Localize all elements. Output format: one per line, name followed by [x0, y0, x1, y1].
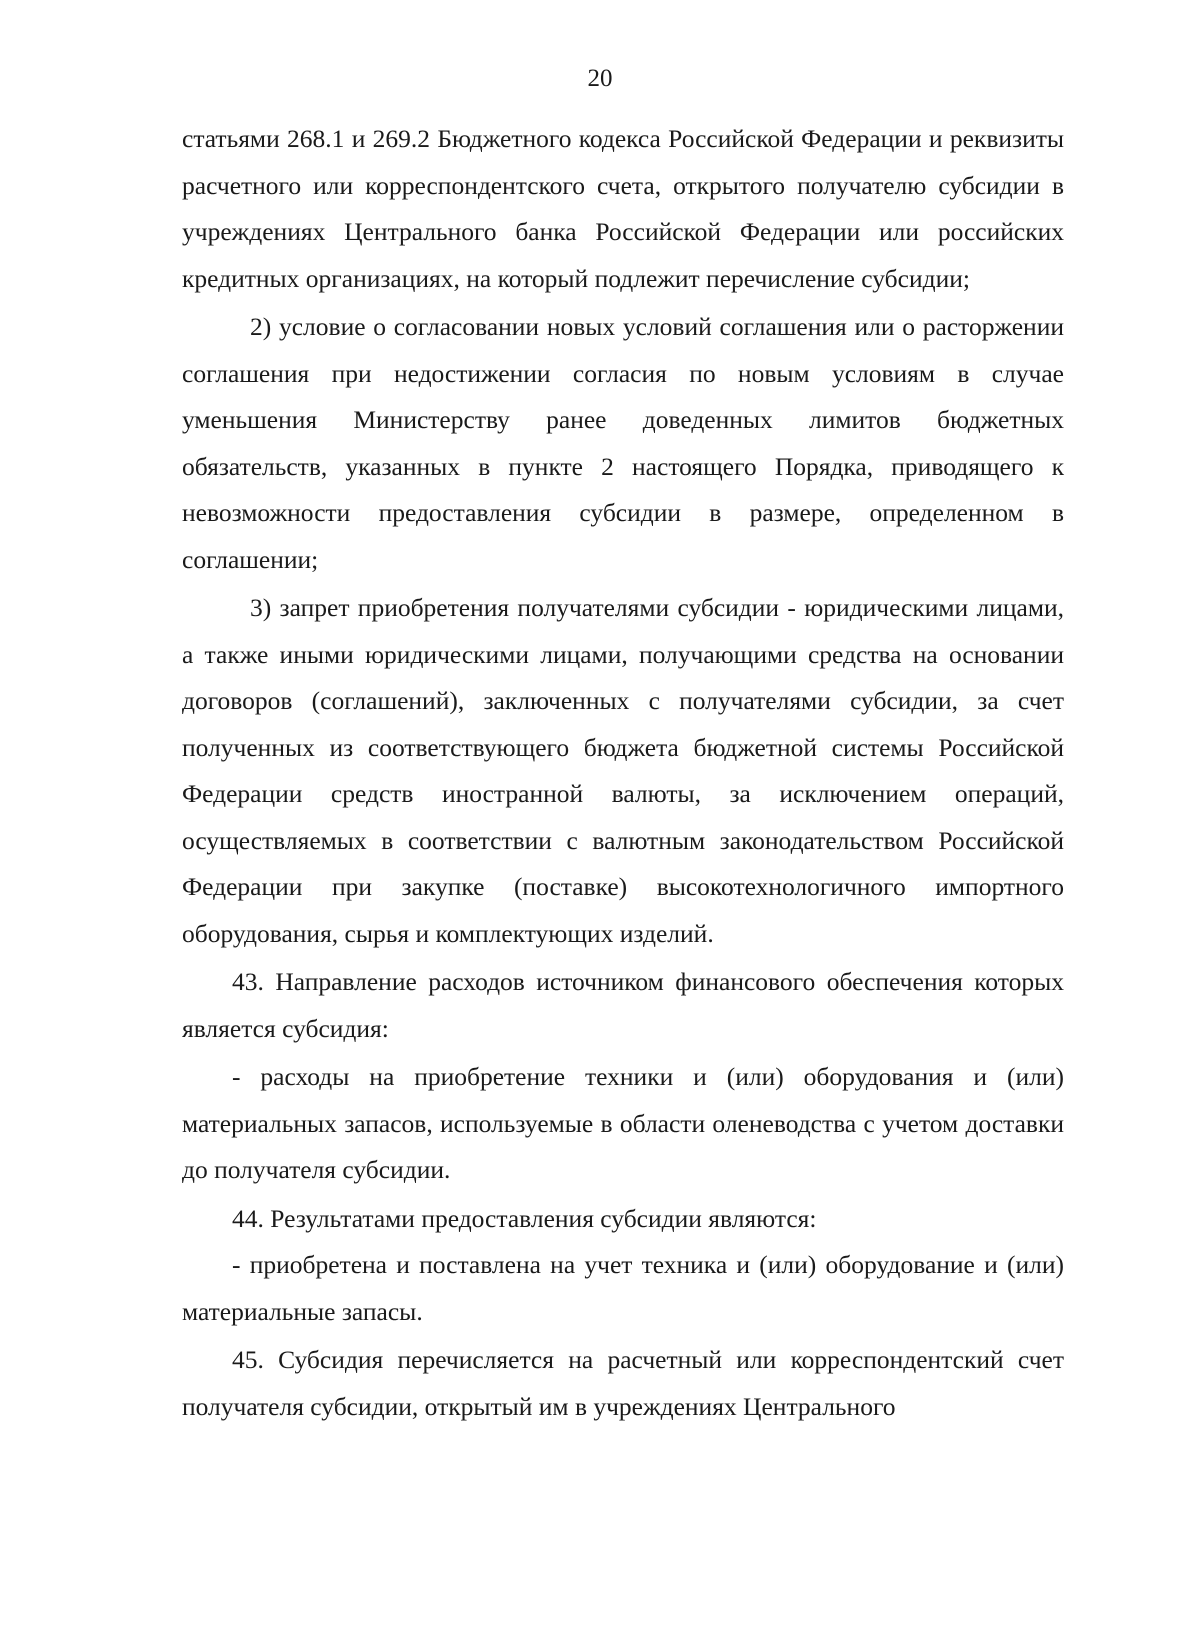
paragraph-45-subsidy-transfer: 45. Субсидия перечисляется на расчетный или корреспондентский счет получателя субсидии, открытый им в учреждениях Центрального — [182, 1345, 1064, 1421]
paragraph-43-expense-directions: 43. Направление расходов источником финансового обеспечения которых является субсидия: — [182, 967, 1064, 1043]
paragraph-expense-item: - расходы на приобретение техники и (или) оборудования и (или) материальных запасов, используемые в области оленеводства с учетом доставки до получателя субсидии. — [182, 1062, 1064, 1184]
paragraph-item-2-agreement-conditions: 2) условие о согласовании новых условий соглашения или о расторжении соглашения при недостижении согласия по новым условиям в случае уменьшения Министерству ранее доведенных лимитов бюджетных обязательств, указанных в пункте 2 настоящего Порядка, приводящего к невозможности предоставления субсидии в размере, определенном в соглашении; — [182, 312, 1064, 574]
paragraph-result-item: - приобретена и поставлена на учет техника и (или) оборудование и (или) материальные запасы. — [182, 1250, 1064, 1326]
document-body — [182, 116, 1064, 1430]
paragraph-item-3-currency-prohibition: 3) запрет приобретения получателями субсидии - юридическими лицами, а также иными юридическими лицами, получающими средства на основании договоров (соглашений), заключенных с получателями субсидии, за счет полученных из соответствующего бюджета бюджетной системы Российской Федерации средств иностранной валюты, за исключением операций, осуществляемых в соответствии с валютным законодательством Российской Федерации при закупке (поставке) высокотехнологичного импортного оборудования, сырья и комплектующих изделий. — [182, 593, 1064, 948]
paragraph-44-results: 44. Результатами предоставления субсидии являются: — [232, 1203, 817, 1233]
page-number: 20 — [587, 65, 613, 92]
paragraph-budget-code-requisites: статьями 268.1 и 269.2 Бюджетного кодекса Российской Федерации и реквизиты расчетного или корреспондентского счета, открытого получателю субсидии в учреждениях Центрального банка Российской Федерации или российских кредитных организациях, на который подлежит перечисление субсидии; — [182, 124, 1064, 293]
